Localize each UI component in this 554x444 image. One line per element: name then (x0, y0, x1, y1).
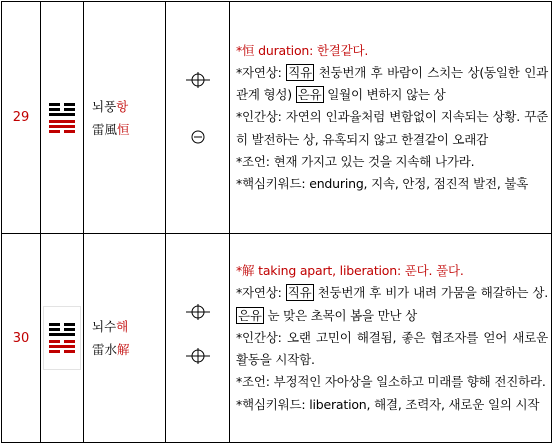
circle-cross-icon (186, 72, 210, 88)
hexagram-title: *解 taking apart, liberation: 푼다. 풀다. (236, 263, 464, 279)
symbol-cell (166, 2, 230, 234)
description-cell (230, 234, 552, 443)
table-row (2, 234, 552, 443)
nature-image-line: *자연상: 직유 천둥번개 후 비가 내려 가뭄을 해갈하는 상. 은유 눈 맞은 초목이 봄을 만난 상 (236, 285, 548, 323)
circle-minus-icon (190, 129, 206, 145)
hexagram-cell (41, 2, 84, 234)
advice-line: *조언: 부정적인 자아상을 일소하고 미래를 향해 전진하라. (236, 374, 546, 390)
symbol-cell (166, 234, 230, 443)
hexagram-30-icon (49, 323, 75, 353)
hexagram-table (1, 1, 552, 443)
circle-cross-icon (186, 348, 210, 364)
hexagram-name (84, 2, 166, 234)
hexagram-cell (41, 234, 84, 443)
circle-cross-icon (186, 304, 210, 320)
hexagram-29-icon (49, 103, 75, 133)
row-number: 30 (2, 234, 41, 443)
row-number: 29 (2, 2, 41, 234)
description-cell (230, 2, 552, 234)
keywords-line: *핵심키워드: liberation, 해결, 조력자, 새로운 일의 시작 (236, 396, 540, 412)
metaphor-box: 은유 (238, 307, 262, 323)
name-korean: 뇌수해 (92, 319, 129, 334)
simile-box: 직유 (287, 285, 312, 301)
hexagram-title: *恒 duration: 한결같다. (236, 42, 369, 58)
human-image-line: *인간상: 자연의 인과율처럼 변함없이 지속되는 상황. 꾸준히 발전하는 상, 유혹되지 않고 한결같이 오래감 (236, 109, 548, 147)
nature-image-line: *자연상: 직유 천둥번개 후 바람이 스치는 상(동일한 인과관계 형성) 은유 일월이 변하지 않는 상 (236, 64, 548, 103)
metaphor-box: 은유 (297, 87, 322, 103)
hexagram-name (84, 234, 166, 443)
name-korean: 뇌풍항 (92, 98, 129, 114)
table-row (2, 2, 552, 234)
name-hanja: 雷水解 (92, 342, 130, 357)
simile-box: 직유 (288, 64, 313, 80)
advice-line: *조언: 현재 가지고 있는 것을 지속해 나가라. (236, 153, 475, 169)
name-hanja: 雷風恒 (92, 121, 130, 137)
human-image-line: *인간상: 오랜 고민이 해결됨, 좋은 협조자를 얻어 새로운 활동을 시작함. (236, 329, 548, 368)
keywords-line: *핵심키워드: enduring, 지속, 안정, 점진적 발전, 불혹 (236, 176, 529, 191)
